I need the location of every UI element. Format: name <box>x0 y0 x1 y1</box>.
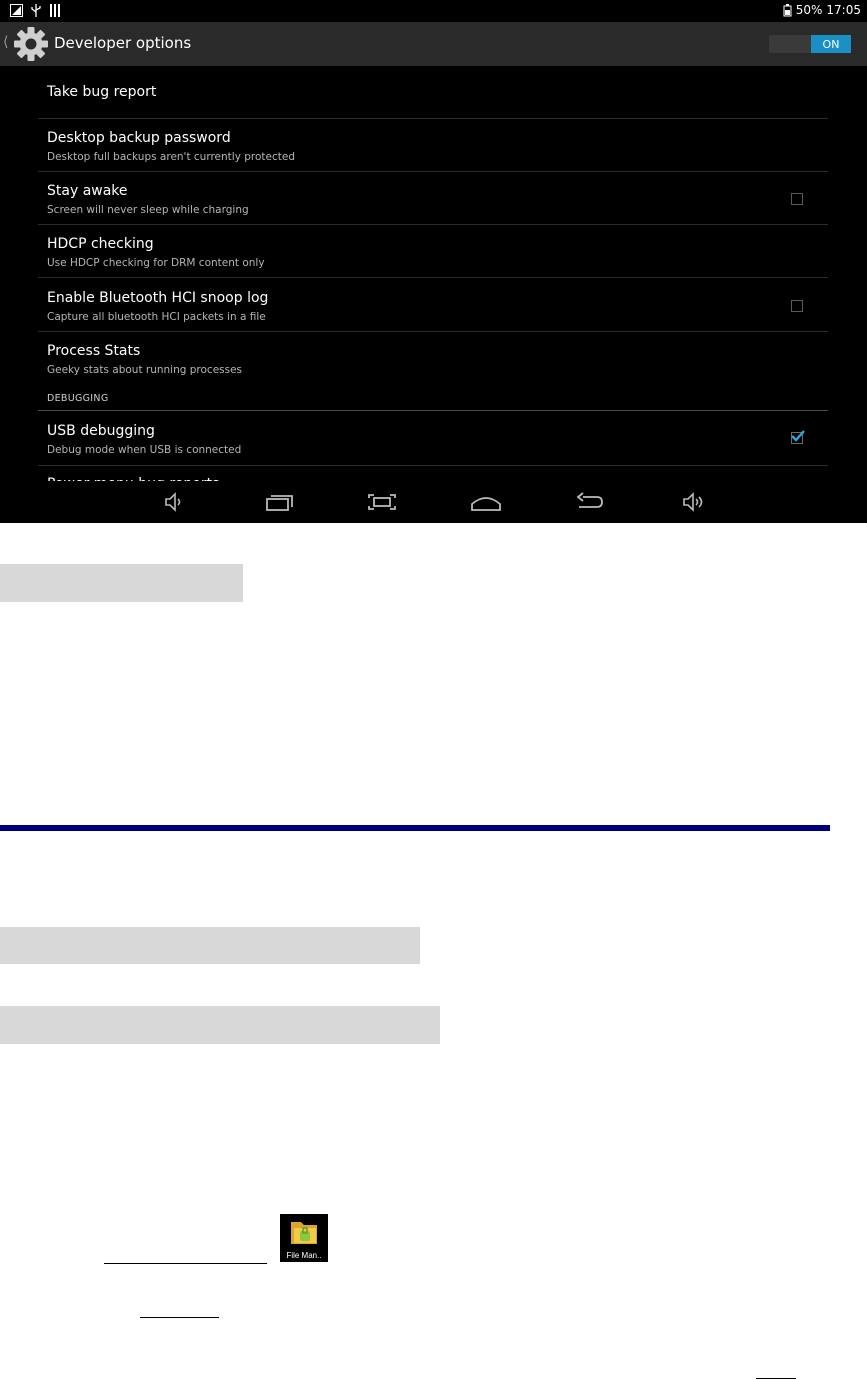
hci-snoop-checkbox[interactable] <box>791 300 803 312</box>
file-manager-app-icon[interactable] <box>280 1214 328 1262</box>
setting-title: Stay awake <box>47 183 128 199</box>
usb-debugging-checkbox[interactable] <box>791 432 803 444</box>
redacted-highlight-bar <box>0 927 420 964</box>
home-icon[interactable] <box>470 491 502 513</box>
setting-process-stats[interactable] <box>38 332 828 382</box>
section-divider <box>38 410 828 411</box>
underline-mark <box>140 1317 219 1318</box>
checkmark-icon <box>791 430 805 442</box>
volume-up-icon[interactable] <box>682 491 708 513</box>
section-rule <box>0 825 830 831</box>
setting-subtitle: Screen will never sleep while charging <box>47 204 249 216</box>
settings-gear-icon[interactable] <box>12 25 50 63</box>
redacted-highlight-bar <box>0 1006 440 1044</box>
setting-subtitle: Debug mode when USB is connected <box>47 444 242 456</box>
storage-icon <box>50 4 60 17</box>
redacted-highlight-bar <box>0 564 243 602</box>
setting-title: USB debugging <box>47 423 155 439</box>
recent-apps-icon[interactable] <box>264 491 294 513</box>
setting-title: HDCP checking <box>47 236 154 252</box>
settings-list <box>0 66 867 481</box>
battery-percent: 50% <box>795 3 823 17</box>
underline-mark <box>104 1263 267 1264</box>
screenshot-icon[interactable] <box>368 491 396 513</box>
setting-stay-awake[interactable] <box>38 172 828 225</box>
developer-options-toggle[interactable] <box>769 35 851 53</box>
setting-desktop-backup-password[interactable] <box>38 119 828 172</box>
volume-down-icon[interactable] <box>163 491 185 513</box>
setting-hdcp-checking[interactable] <box>38 225 828 278</box>
setting-subtitle: Capture all bluetooth HCI packets in a file <box>47 311 266 323</box>
setting-title: Enable Bluetooth HCI snoop log <box>47 290 269 306</box>
clock: 17:05 <box>826 3 861 17</box>
setting-take-bug-report[interactable] <box>38 66 828 119</box>
usb-icon <box>31 4 41 17</box>
stay-awake-checkbox[interactable] <box>791 193 803 205</box>
file-manager-label: File Man.. <box>286 1251 322 1260</box>
back-icon[interactable] <box>575 491 605 513</box>
action-bar <box>0 22 867 66</box>
notification-image-icon <box>10 4 23 17</box>
toggle-on-label: ON <box>811 35 851 53</box>
android-screenshot <box>0 0 867 523</box>
navigation-bar <box>0 481 867 523</box>
status-right <box>783 3 861 17</box>
battery-icon <box>783 4 792 16</box>
setting-subtitle: Geeky stats about running processes <box>47 364 243 376</box>
status-bar <box>0 0 867 22</box>
setting-title: Take bug report <box>47 84 157 100</box>
setting-subtitle: Use HDCP checking for DRM content only <box>47 257 265 269</box>
up-chevron-icon[interactable]: ⟨ <box>3 34 9 50</box>
setting-title: Process Stats <box>47 343 141 359</box>
underline-mark <box>756 1378 796 1379</box>
page-title: Developer options <box>54 34 192 52</box>
section-header-debugging: DEBUGGING <box>47 393 109 404</box>
setting-bluetooth-hci-snoop-log[interactable] <box>38 278 828 332</box>
setting-subtitle: Desktop full backups aren't currently protected <box>47 151 296 163</box>
setting-usb-debugging[interactable] <box>38 412 828 466</box>
setting-title: Desktop backup password <box>47 130 231 146</box>
